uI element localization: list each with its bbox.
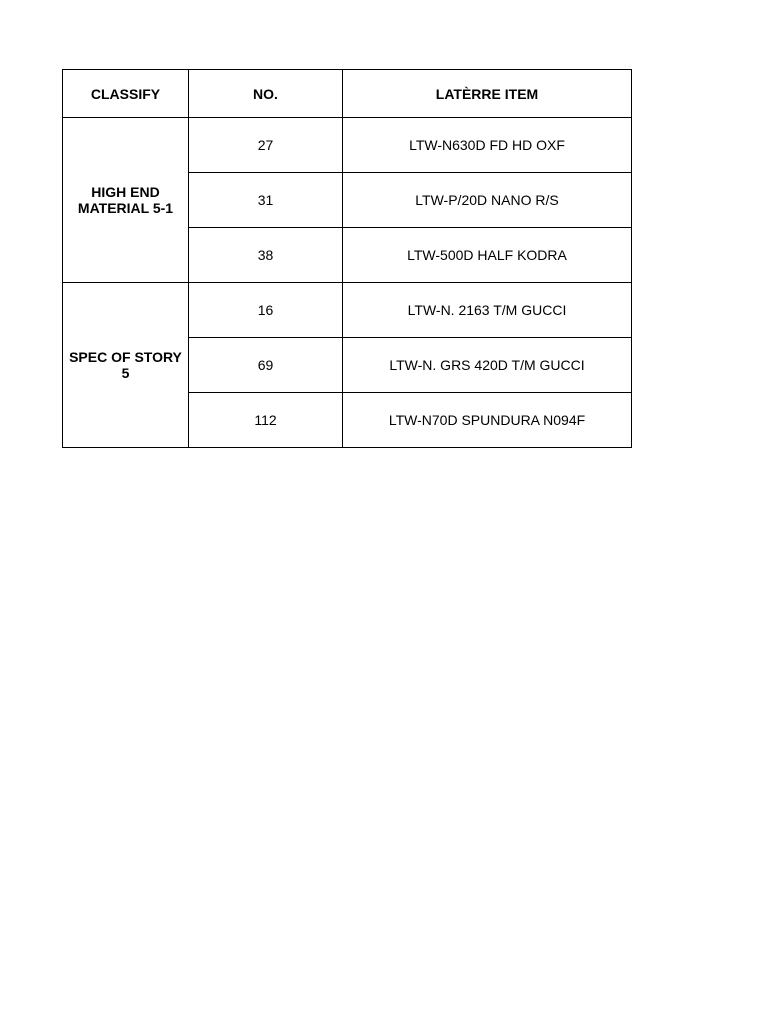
classify-cell: HIGH END MATERIAL 5-1 [63,118,189,283]
header-no: NO. [189,70,343,118]
no-cell: 38 [189,228,343,283]
item-cell: LTW-N. 2163 T/M GUCCI [343,283,632,338]
table-row [63,118,632,173]
item-cell: LTW-N630D FD HD OXF [343,118,632,173]
table-row [63,283,632,338]
no-cell: 31 [189,173,343,228]
no-cell: 27 [189,118,343,173]
header-classify: CLASSIFY [63,70,189,118]
item-cell: LTW-500D HALF KODRA [343,228,632,283]
classify-cell: SPEC OF STORY 5 [63,283,189,448]
item-cell: LTW-N. GRS 420D T/M GUCCI [343,338,632,393]
no-cell: 69 [189,338,343,393]
header-item: LATÈRRE ITEM [343,70,632,118]
item-cell: LTW-P/20D NANO R/S [343,173,632,228]
header-row [63,70,632,118]
no-cell: 16 [189,283,343,338]
no-cell: 112 [189,393,343,448]
item-cell: LTW-N70D SPUNDURA N094F [343,393,632,448]
material-table [62,69,632,448]
